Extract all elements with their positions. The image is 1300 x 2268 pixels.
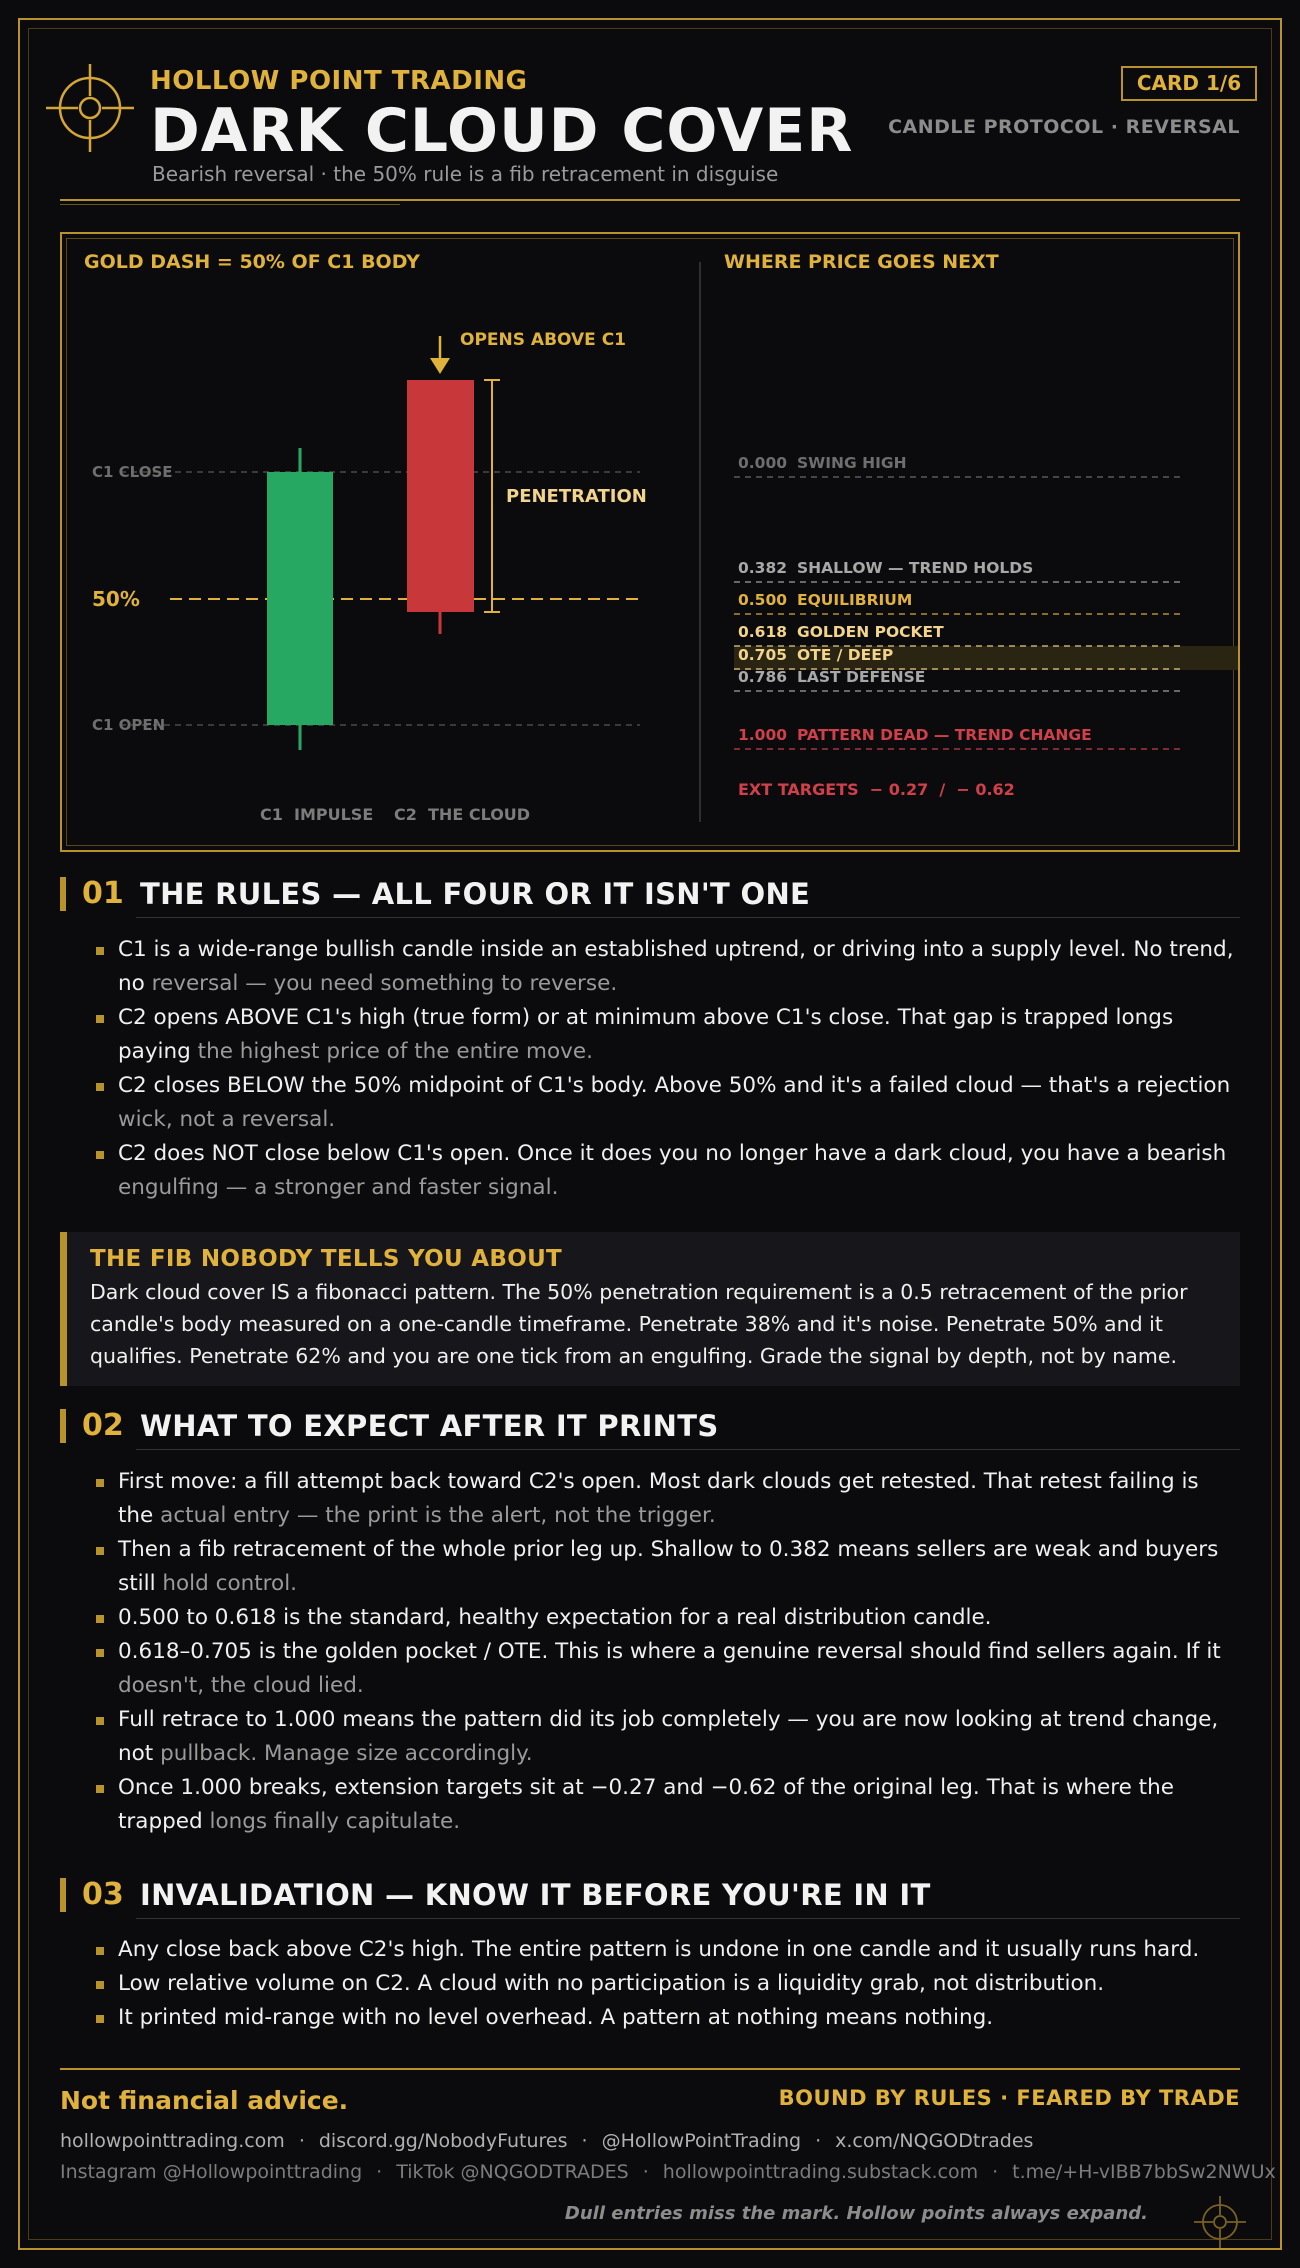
list-item-text: C2 does NOT close below C1's open. Once it does you no longer have a dark cloud, you have a bearish (118, 1141, 1227, 1166)
penetration-label: PENETRATION (506, 486, 647, 507)
list-item (94, 1635, 1234, 1703)
list-item-text: C2 opens ABOVE C1's high (true form) or at minimum above C1's close. That gap is trapped longs paying (118, 1005, 1174, 1064)
list-item (94, 1967, 1234, 2001)
c1-close-label: C1 CLOSE (92, 463, 173, 481)
section-02-bar (60, 1409, 66, 1443)
section-03-number: 03 (82, 1877, 124, 1912)
section-03-header (60, 1877, 931, 1912)
arrow-head-icon (430, 358, 450, 374)
list-item-text: Low relative volume on C2. A cloud with no participation is a liquidity grab, not distribution. (118, 1971, 1105, 1996)
c1-candle-label: C1 IMPULSE (260, 805, 374, 824)
footer-divider (60, 2068, 1240, 2070)
section-02-list (94, 1465, 1234, 1839)
fib-level-label: LAST DEFENSE (797, 668, 926, 686)
list-item (94, 1933, 1234, 1967)
anatomy-right-title: WHERE PRICE GOES NEXT (724, 251, 999, 273)
list-item-continuation: wick, not a reversal. (118, 1107, 336, 1132)
list-item-text: 0.500 to 0.618 is the standard, healthy expectation for a real distribution candle. (118, 1605, 992, 1630)
footer-link[interactable]: Instagram @Hollowpointtrading (60, 2161, 363, 2183)
section-01-underline (136, 917, 1240, 918)
footer-slogan: BOUND BY RULES · FEARED BY TRADE (778, 2086, 1240, 2110)
header-divider (60, 199, 1240, 201)
opens-above-label: OPENS ABOVE C1 (460, 330, 627, 350)
list-item (94, 1771, 1234, 1839)
fib-level-label: PATTERN DEAD — TREND CHANGE (797, 726, 1092, 744)
list-item (94, 1703, 1234, 1771)
card-badge: CARD 1/6 (1121, 66, 1257, 101)
page-subtitle: Bearish reversal · the 50% rule is a fib retracement in disguise (152, 162, 779, 186)
fib-level-ratio: 0.500 (738, 591, 788, 609)
footer-link[interactable]: TikTok @NQGODTRADES (396, 2161, 629, 2183)
link-separator: · (298, 2130, 305, 2152)
list-item-text: Then a fib retracement of the whole prior leg up. Shallow to 0.382 means sellers are weak and buyers still (118, 1537, 1219, 1596)
footer-link[interactable]: x.com/NQGODtrades (835, 2130, 1034, 2152)
list-item-continuation: actual entry — the print is the alert, not the trigger. (160, 1503, 716, 1528)
link-separator: · (642, 2161, 649, 2183)
fifty-percent-label: 50% (92, 587, 140, 611)
list-item (94, 1601, 1234, 1635)
list-item-text: Any close back above C2's high. The entire pattern is undone in one candle and it usually runs hard. (118, 1937, 1200, 1962)
section-01-bar (60, 877, 66, 911)
section-03-bar (60, 1878, 66, 1912)
section-01-list (94, 933, 1234, 1205)
list-item (94, 2001, 1234, 2035)
c2-candle (407, 380, 474, 612)
list-item (94, 1137, 1234, 1205)
section-03-title: INVALIDATION — KNOW IT BEFORE YOU'RE IN IT (140, 1877, 931, 1912)
section-01-title: THE RULES — ALL FOUR OR IT ISN'T ONE (140, 876, 811, 911)
link-separator: · (376, 2161, 383, 2183)
section-02-number: 02 (82, 1408, 124, 1443)
footer-link[interactable]: @HollowPointTrading (601, 2130, 802, 2152)
protocol-label: CANDLE PROTOCOL · REVERSAL (888, 116, 1240, 138)
list-item-text: Full retrace to 1.000 means the pattern did its job completely — you are now looking at trend change, not (118, 1707, 1219, 1766)
fib-level-ratio: 0.618 (738, 623, 788, 641)
section-02-underline (136, 1449, 1240, 1450)
list-item-continuation: longs finally capitulate. (209, 1809, 461, 1834)
list-item (94, 1465, 1234, 1533)
section-01-number: 01 (82, 876, 124, 911)
list-item-text: 0.618–0.705 is the golden pocket / OTE. This is where a genuine reversal should find sellers again. If it (118, 1639, 1221, 1664)
list-item (94, 1533, 1234, 1601)
link-separator: · (581, 2130, 588, 2152)
list-item-continuation: engulfing — a stronger and faster signal. (118, 1175, 559, 1200)
list-item-text: It printed mid-range with no level overhead. A pattern at nothing means nothing. (118, 2005, 994, 2030)
crosshair-icon (44, 62, 136, 154)
footer-links-secondary (60, 2161, 1276, 2183)
link-separator: · (992, 2161, 999, 2183)
footer-link[interactable]: hollowpointtrading.substack.com (662, 2161, 979, 2183)
anatomy-left-title: GOLD DASH = 50% OF C1 BODY (84, 251, 420, 273)
list-item-continuation: hold control. (162, 1571, 298, 1596)
fib-level-ratio: 0.000 (738, 454, 788, 472)
list-item-text: C1 is a wide-range bullish candle inside an established uptrend, or driving into a supply level. No trend, no (118, 937, 1234, 996)
section-02-header (60, 1408, 719, 1443)
header-divider-accent (60, 204, 400, 205)
anatomy-diagram (60, 232, 1240, 852)
fib-level-label: OTE / DEEP (797, 646, 894, 664)
list-item (94, 1001, 1234, 1069)
footer-link[interactable]: discord.gg/NobodyFutures (318, 2130, 568, 2152)
footer-link[interactable]: t.me/+H-vIBB7bbSw2NWUx (1012, 2161, 1276, 2183)
disclaimer: Not financial advice. (60, 2086, 349, 2115)
callout-body: Dark cloud cover IS a fibonacci pattern. The 50% penetration requirement is a 0.5 retracement of the prior candle's body measured on a one-candle timeframe. Penetrate 38% and it's noise. Penetrate 50% and it qualifies. Penetrate 62% and you are one tick from an engulfing. Grade the signal by depth, not by name. (90, 1280, 1188, 1368)
list-item (94, 933, 1234, 1001)
list-item-continuation: reversal — you need something to reverse. (151, 971, 618, 996)
fib-level-ratio: 0.786 (738, 668, 788, 686)
section-02-title: WHAT TO EXPECT AFTER IT PRINTS (140, 1408, 719, 1443)
callout-title: THE FIB NOBODY TELLS YOU ABOUT (90, 1246, 563, 1272)
list-item-text: C2 closes BELOW the 50% midpoint of C1's body. Above 50% and it's a failed cloud — that's a rejection (118, 1073, 1231, 1098)
footer-tagline: Dull entries miss the mark. Hollow points always expand. (564, 2203, 1148, 2224)
link-separator: · (815, 2130, 822, 2152)
fib-callout (60, 1232, 1240, 1386)
list-item-continuation: doesn't, the cloud lied. (118, 1673, 364, 1698)
c2-candle-label: C2 THE CLOUD (394, 805, 531, 824)
section-03-underline (136, 1918, 1240, 1919)
fib-level-label: GOLDEN POCKET (797, 623, 944, 641)
section-01-header (60, 876, 810, 911)
fib-levels (734, 454, 1238, 749)
fib-level-ratio: 0.705 (738, 646, 788, 664)
section-03-list (94, 1933, 1234, 2035)
list-item-text: Once 1.000 breaks, extension targets sit at −0.27 and −0.62 of the original leg. That is where the trapped (118, 1775, 1174, 1834)
fib-level-label: SWING HIGH (797, 454, 907, 472)
brand-name: HOLLOW POINT TRADING (150, 66, 528, 96)
ext-targets: EXT TARGETS − 0.27 / − 0.62 (738, 780, 1015, 799)
c1-open-label: C1 OPEN (92, 716, 166, 734)
list-item-continuation: pullback. Manage size accordingly. (160, 1741, 533, 1766)
c1-candle (267, 472, 333, 725)
list-item (94, 1069, 1234, 1137)
footer-links-primary (60, 2130, 1033, 2152)
fib-level-label: EQUILIBRIUM (797, 591, 913, 609)
fib-level-label: SHALLOW — TREND HOLDS (797, 559, 1034, 577)
list-item-continuation: the highest price of the entire move. (197, 1039, 593, 1064)
page-title: DARK CLOUD COVER (150, 96, 854, 166)
fib-level-ratio: 0.382 (738, 559, 788, 577)
footer-link[interactable]: hollowpointtrading.com (60, 2130, 285, 2152)
crosshair-icon (1192, 2194, 1248, 2250)
fib-level-ratio: 1.000 (738, 726, 788, 744)
list-item-text: First move: a fill attempt back toward C2's open. Most dark clouds get retested. That retest failing is the (118, 1469, 1199, 1528)
